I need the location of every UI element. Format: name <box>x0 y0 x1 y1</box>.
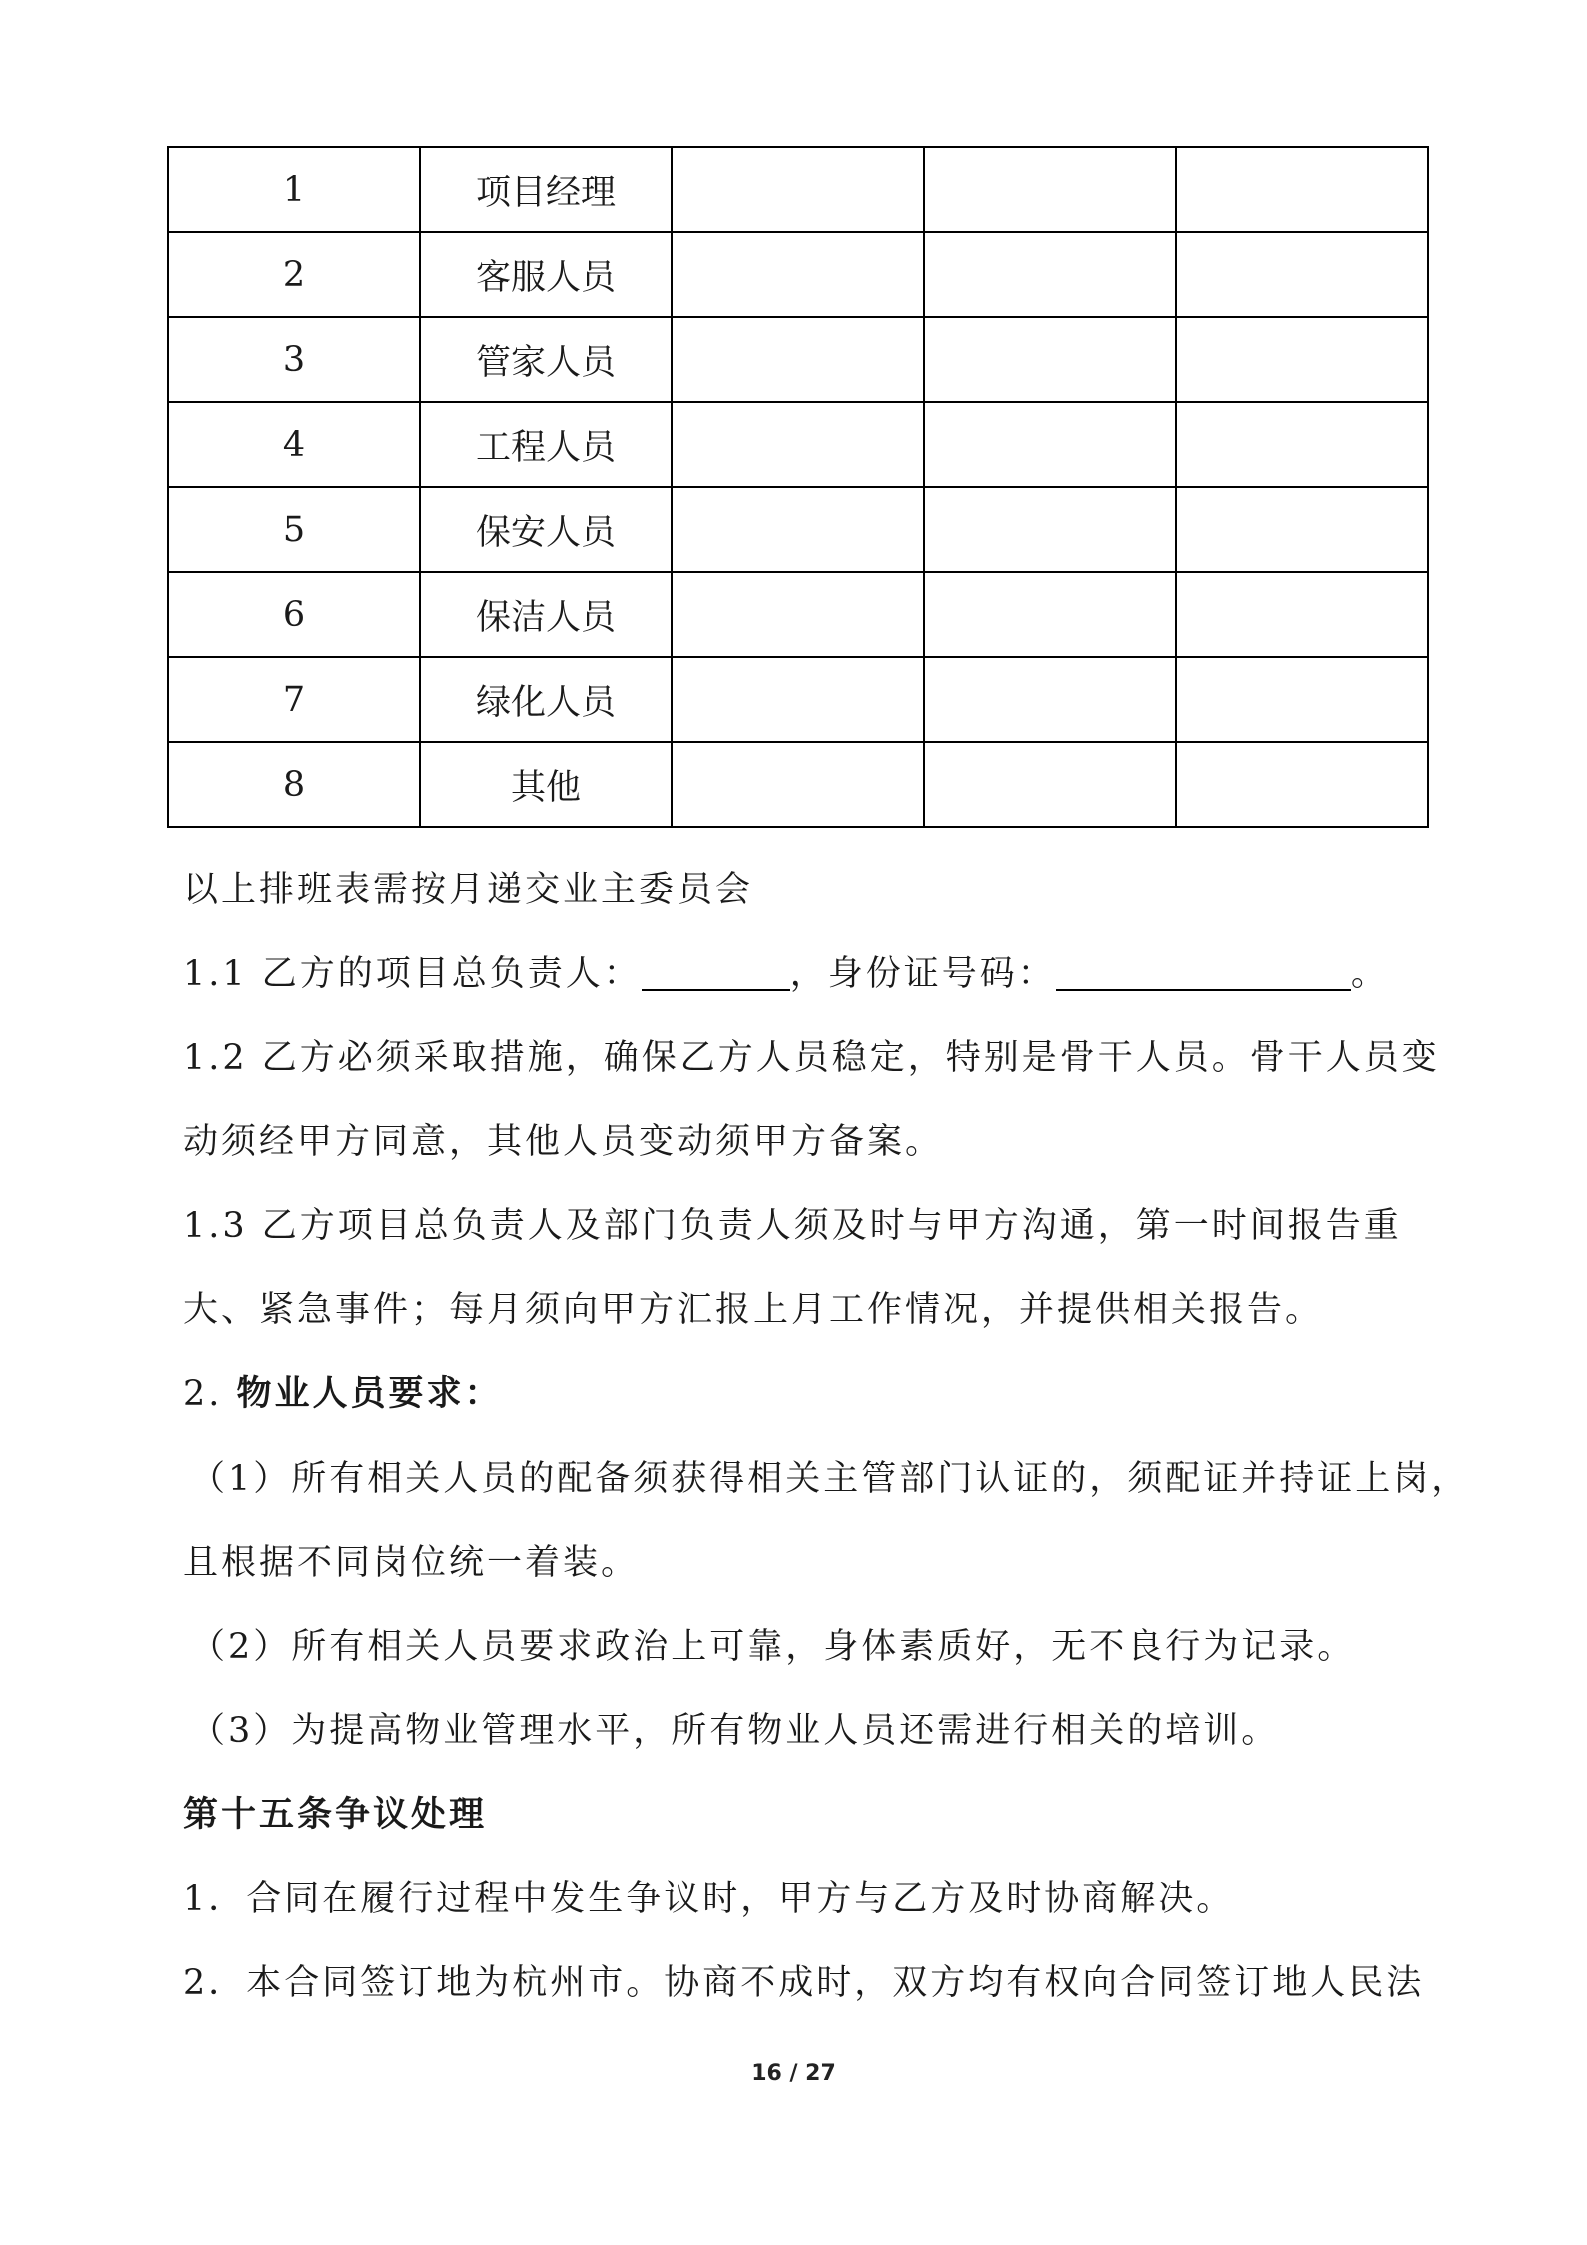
role-cell: 客服人员 <box>420 232 672 317</box>
row-number-cell: 5 <box>168 487 420 572</box>
table-row <box>168 742 1428 827</box>
manager-name-blank <box>642 953 790 991</box>
table-row <box>168 317 1428 402</box>
empty-cell <box>672 317 924 402</box>
section-15-title: 第十五条争议处理 <box>183 1794 488 1835</box>
clause-1-1-end: 。 <box>1350 954 1389 994</box>
role-cell: 项目经理 <box>420 147 672 232</box>
id-number-blank <box>1056 953 1351 991</box>
row-number-cell: 7 <box>168 657 420 742</box>
clause-1-1-label: 1.1 乙方的项目总负责人： <box>183 954 642 994</box>
heading-2-text: 物业人员要求： <box>236 1373 503 1414</box>
clause-1-1-id-label: ，身份证号码： <box>789 954 1056 994</box>
empty-cell <box>924 657 1176 742</box>
clause-1-2-line2: 动须经甲方同意，其他人员变动须甲方备案。 <box>183 1122 944 1162</box>
role-cell: 管家人员 <box>420 317 672 402</box>
row-number-cell: 2 <box>168 232 420 317</box>
empty-cell <box>924 742 1176 827</box>
role-cell: 绿化人员 <box>420 657 672 742</box>
requirement-1-line1: （1）所有相关人员的配备须获得相关主管部门认证的，须配证并持证上岗， <box>190 1459 1470 1499</box>
clause-1-1 <box>183 932 1389 1016</box>
row-number-cell: 4 <box>168 402 420 487</box>
empty-cell <box>672 402 924 487</box>
empty-cell <box>1176 657 1428 742</box>
clause-1-2-line1: 1.2 乙方必须采取措施，确保乙方人员稳定，特别是骨干人员。骨干人员变 <box>183 1038 1440 1078</box>
requirement-2: （2）所有相关人员要求政治上可靠，身体素质好，无不良行为记录。 <box>190 1627 1356 1667</box>
table-row <box>168 487 1428 572</box>
empty-cell <box>1176 147 1428 232</box>
clause-1-3-line2: 大、紧急事件；每月须向甲方汇报上月工作情况，并提供相关报告。 <box>183 1290 1324 1330</box>
empty-cell <box>1176 742 1428 827</box>
row-number-cell: 3 <box>168 317 420 402</box>
table-row <box>168 232 1428 317</box>
staff-table <box>167 146 1429 828</box>
requirement-3: （3）为提高物业管理水平，所有物业人员还需进行相关的培训。 <box>190 1711 1280 1751</box>
role-cell: 保安人员 <box>420 487 672 572</box>
empty-cell <box>672 147 924 232</box>
empty-cell <box>924 402 1176 487</box>
empty-cell <box>1176 572 1428 657</box>
role-cell: 其他 <box>420 742 672 827</box>
page-number: 16 / 27 <box>751 2061 836 2086</box>
row-number-cell: 1 <box>168 147 420 232</box>
table-row <box>168 657 1428 742</box>
table-row <box>168 147 1428 232</box>
empty-cell <box>924 232 1176 317</box>
empty-cell <box>924 147 1176 232</box>
dispute-1: 1．合同在履行过程中发生争议时，甲方与乙方及时协商解决。 <box>183 1879 1235 1919</box>
empty-cell <box>672 657 924 742</box>
empty-cell <box>1176 317 1428 402</box>
empty-cell <box>924 317 1176 402</box>
empty-cell <box>1176 402 1428 487</box>
row-number-cell: 8 <box>168 742 420 827</box>
empty-cell <box>672 572 924 657</box>
empty-cell <box>672 742 924 827</box>
role-cell: 保洁人员 <box>420 572 672 657</box>
empty-cell <box>924 572 1176 657</box>
requirement-1-line2: 且根据不同岗位统一着装。 <box>183 1543 640 1583</box>
table-row <box>168 572 1428 657</box>
heading-2 <box>183 1352 503 1436</box>
table-row <box>168 402 1428 487</box>
dispute-2: 2．本合同签订地为杭州市。协商不成时，双方均有权向合同签订地人民法 <box>183 1963 1425 2003</box>
empty-cell <box>672 232 924 317</box>
schedule-note: 以上排班表需按月递交业主委员会 <box>183 870 754 910</box>
empty-cell <box>1176 232 1428 317</box>
empty-cell <box>924 487 1176 572</box>
empty-cell <box>672 487 924 572</box>
empty-cell <box>1176 487 1428 572</box>
clause-1-3-line1: 1.3 乙方项目总负责人及部门负责人须及时与甲方沟通，第一时间报告重 <box>183 1206 1402 1246</box>
row-number-cell: 6 <box>168 572 420 657</box>
heading-2-number: 2. <box>183 1374 237 1414</box>
role-cell: 工程人员 <box>420 402 672 487</box>
